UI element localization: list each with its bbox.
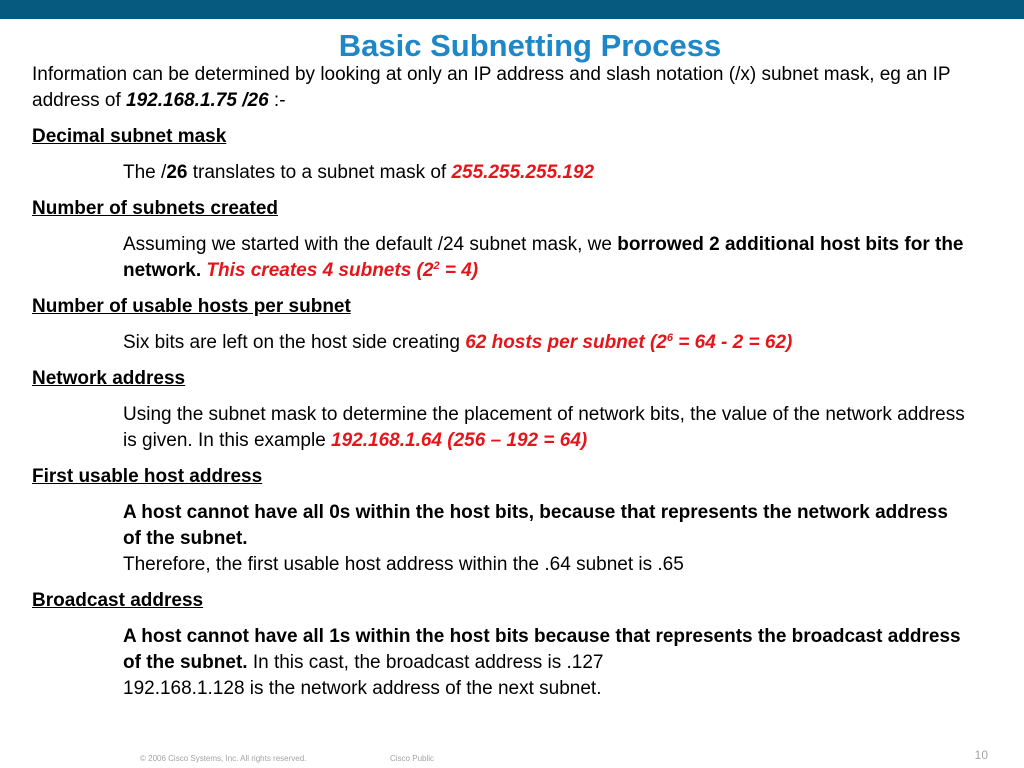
broadcast-rule: A host cannot have all 1s within the host bits because that represents the broadcast address of the subnet. [123, 626, 961, 673]
classification-label: Cisco Public [390, 754, 435, 763]
top-bar [0, 0, 1024, 19]
intro-paragraph [32, 62, 992, 114]
detail-broadcast-address [123, 624, 968, 702]
page-number: 10 [974, 748, 988, 762]
broadcast-result: In this cast, the broadcast address is .127 [247, 652, 604, 673]
network-address-value: 192.168.1.64 (256 – 192 = 64) [331, 430, 588, 451]
heading-usable-hosts: Number of usable hosts per subnet [32, 296, 351, 317]
detail-usable-hosts [123, 330, 968, 356]
detail-text: Six bits are left on the host side creating [123, 332, 466, 353]
next-subnet-note: 192.168.1.128 is the network address of the next subnet. [123, 678, 602, 699]
hosts-count-text [465, 332, 792, 353]
subnet-mask-value: 255.255.255.192 [451, 162, 595, 183]
detail-number-of-subnets [123, 232, 968, 284]
intro-text: Information can be determined by looking at only an IP address and slash notation (/x) subnet mask, eg an IP address of [32, 64, 951, 111]
hosts-formula: 62 hosts per subnet (2 [465, 332, 667, 353]
subnets-formula: This creates 4 subnets (2 [201, 260, 434, 281]
heading-broadcast-address: Broadcast address [32, 590, 204, 611]
intro-example-ip: 192.168.1.75 /26 [126, 90, 269, 111]
hosts-formula-end: = 64 - 2 = 62) [672, 332, 793, 353]
first-host-result: Therefore, the first usable host address within the .64 subnet is .65 [123, 554, 684, 575]
slide-content [32, 62, 992, 712]
heading-first-usable-host: First usable host address [32, 466, 263, 487]
detail-text: Using the subnet mask to determine the placement of network bits, the value of the network address is given. In this example [123, 404, 965, 451]
detail-text: The / [123, 162, 167, 183]
subnets-count-text [201, 260, 478, 281]
subnets-formula-end: = 4) [439, 260, 479, 281]
exponent: 6 [666, 332, 673, 344]
prefix-length: 26 [166, 162, 188, 183]
copyright-notice: © 2006 Cisco Systems, Inc. All rights reserved. [140, 754, 307, 763]
borrowed-bits-text: borrowed 2 additional host bits for the network. [123, 234, 964, 281]
first-host-rule: A host cannot have all 0s within the host bits, because that represents the network address of the subnet. [123, 502, 948, 549]
detail-decimal-subnet-mask [123, 160, 968, 186]
detail-text: Assuming we started with the default /24 subnet mask, we [123, 234, 618, 255]
heading-number-of-subnets: Number of subnets created [32, 198, 278, 219]
heading-decimal-subnet-mask: Decimal subnet mask [32, 126, 227, 147]
detail-network-address [123, 402, 968, 454]
heading-network-address: Network address [32, 368, 186, 389]
intro-text-end: :- [268, 90, 286, 111]
exponent: 2 [433, 260, 440, 272]
detail-text: translates to a subnet mask of [187, 162, 452, 183]
detail-first-usable-host [123, 500, 968, 578]
slide-title: Basic Subnetting Process [338, 28, 722, 63]
